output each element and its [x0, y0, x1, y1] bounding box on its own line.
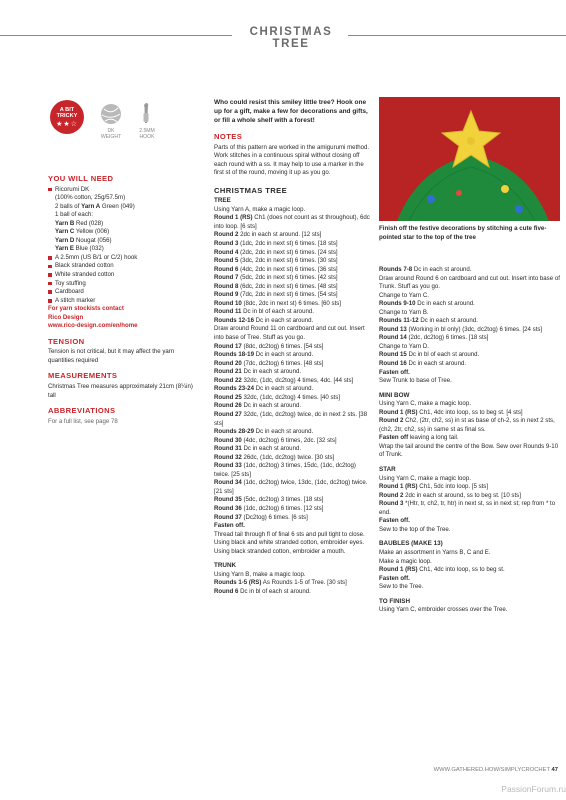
- measurements-text: Christmas Tree measures approximately 21cm (8¼in) tall: [48, 383, 193, 399]
- supply-item: Toy stuffing: [48, 280, 198, 289]
- pattern-column-1: [214, 98, 370, 596]
- instruction-line: Sew Trunk to base of Tree.: [379, 377, 452, 385]
- each-label: 1 ball of each:: [55, 211, 93, 219]
- instruction-line: Round 13 (Working in bl only) (3dc, dc2tog) 6 times. [24 sts]: [379, 325, 543, 333]
- instruction-line: Round 26 Dc in each st around.: [214, 402, 302, 410]
- yarn-item: Yarn C Yellow (006): [55, 228, 110, 236]
- abbreviations-heading: ABBREVIATIONS: [48, 406, 116, 416]
- pattern-title: CHRISTMAS TREE: [214, 185, 288, 195]
- rating-stars: ★★☆: [56, 120, 78, 128]
- pattern-info-icons: [48, 97, 168, 157]
- instruction-line: Wrap the tail around the centre of the Bow. Sew over Rounds 9-10 of Trunk.: [379, 442, 559, 459]
- yarn-a-line: 2 balls of Yarn A Green (049): [55, 202, 135, 210]
- page-number: 47: [551, 767, 558, 773]
- instruction-line: Round 33 (1dc, dc2tog) 3 times, 15dc, (1dc, dc2tog) twice. [25 sts]: [214, 462, 356, 478]
- instruction-line: Using Yarn C, embroider crosses over the Tree.: [379, 606, 508, 614]
- materials-column: [48, 168, 198, 426]
- tree-photo: [379, 97, 560, 221]
- instruction-line: Round 31 Dc in each st around.: [214, 445, 302, 453]
- instruction-line: Sew to the Tree.: [379, 583, 424, 591]
- instruction-line: Make a magic loop.: [379, 557, 432, 565]
- measurements-heading: MEASUREMENTS: [48, 371, 118, 381]
- instruction-line: Round 1 (RS) Ch1 (does not count as st throughout), 6dc into loop. [6 sts]: [214, 214, 370, 230]
- instruction-line: Thread tail through fl of final 6 sts and pull tight to close.: [214, 530, 365, 538]
- stockists-line: For yarn stockists contact: [48, 305, 124, 313]
- header-rule-left: [0, 35, 232, 36]
- supply-item: A stitch marker: [48, 297, 198, 306]
- instruction-line: Round 20 (7dc, dc2tog) 6 times. [48 sts]: [214, 359, 324, 367]
- instruction-line: Round 5 (3dc, 2dc in next st) 6 times. [30 sts]: [214, 257, 338, 265]
- christmas-tree-photo-image: [379, 97, 560, 221]
- supplies-list: [48, 254, 198, 305]
- instruction-line: Rounds 9-10 Dc in each st around.: [379, 300, 475, 308]
- instruction-line: Using Yarn C, make a magic loop.: [379, 474, 471, 482]
- instruction-line: Round 1 (RS) Ch1, 4dc into loop, ss to beg st. [4 sts]: [379, 408, 523, 416]
- intro-text: Who could resist this smiley little tree? Hook one up for a gift, make a few for decorations and gifts, or fill a whole shelf with a forest!: [214, 99, 368, 124]
- instruction-line: Rounds 18-19 Dc in each st around.: [214, 351, 314, 359]
- instruction-line: Round 15 Dc in bl of each st around.: [379, 351, 480, 359]
- instruction-line: Using Yarn C, make a magic loop.: [379, 400, 471, 408]
- difficulty-badge: [50, 100, 84, 134]
- photo-caption: Finish off the festive decorations by stitching a cute five-pointed star to the top of the tree: [379, 225, 547, 241]
- mini-bow-instructions: [379, 400, 560, 460]
- instruction-line: Draw around Round 6 on cardboard and cut out. Insert into base of Trunk. Stuff as you go.: [379, 274, 560, 291]
- instruction-line: Round 2 2dc in each st around, ss to beg st. [10 sts]: [379, 491, 521, 499]
- notes-heading: NOTES: [214, 132, 243, 141]
- stockists-link[interactable]: www.rico-design.com/en/home: [48, 322, 138, 330]
- instruction-line: Round 21 Dc in each st around.: [214, 368, 302, 376]
- supply-item: White stranded cotton: [48, 271, 198, 280]
- instruction-line: Round 9 (7dc, 2dc in next st) 6 times. [54 sts]: [214, 291, 338, 299]
- tension-text: Tension is not critical, but it may affect the yarn quantities required: [48, 348, 175, 364]
- abbreviations-text: For a full list, see page 78: [48, 417, 118, 425]
- finish-heading: TO FINISH: [379, 597, 411, 605]
- instruction-line: Round 6 Dc in bl of each st around.: [214, 587, 311, 595]
- header-rule-right: [348, 35, 566, 36]
- tree-heading: TREE: [214, 197, 231, 205]
- instruction-line: Round 11 Dc in bl of each st around.: [214, 308, 314, 316]
- instruction-line: Sew to the top of the Tree.: [379, 525, 451, 533]
- instruction-line: Round 3 *(Htr, tr, ch2, tr, htr) in next st, ss in next st; rep from * to end.: [379, 500, 556, 516]
- stockists-brand: Rico Design: [48, 313, 84, 321]
- instruction-line: Change to Yarn C.: [379, 291, 429, 299]
- pattern-column-2: [379, 266, 560, 615]
- instruction-line: Round 6 (4dc, 2dc in next st) 6 times. [36 sts]: [214, 265, 338, 273]
- instruction-line: Round 7 (5dc, 2dc in next st) 6 times. [42 sts]: [214, 274, 338, 282]
- baubles-instructions: [379, 549, 560, 592]
- yarn-list: [48, 220, 198, 254]
- instruction-line: Make an assortment in Yarns B, C and E.: [379, 548, 491, 556]
- instruction-line: Round 14 (2dc, dc2tog) 6 times. [18 sts]: [379, 334, 489, 342]
- instruction-line: Using black and white stranded cotton, embroider eyes. Using black stranded cotton, embroider a mouth.: [214, 539, 365, 555]
- instruction-line: Round 35 (5dc, dc2tog) 3 times. [18 sts]: [214, 496, 324, 504]
- instruction-line: Draw around Round 11 on cardboard and cut out. Insert into base of Tree. Stuff as you go.: [214, 325, 365, 342]
- instruction-line: Round 22 32dc, (1dc, dc2tog) 4 times, 4dc. [44 sts]: [214, 376, 354, 384]
- instruction-line: Change to Yarn B.: [379, 308, 429, 316]
- tree-instructions: [214, 206, 370, 556]
- instruction-line: Change to Yarn D.: [379, 342, 429, 350]
- instruction-line: Using Yarn B, make a magic loop.: [214, 570, 306, 578]
- instruction-line: Fasten off.: [379, 574, 410, 582]
- instruction-line: Round 27 32dc, (1dc, dc2tog) twice, dc in next 2 sts. [38 sts]: [214, 410, 368, 427]
- footer-url[interactable]: WWW.GATHERED.HOW/SIMPLYCROCHET: [433, 767, 550, 773]
- instruction-line: Rounds 1-5 (RS) As Rounds 1-5 of Tree. [30 sts]: [214, 579, 347, 587]
- supply-item: Cardboard: [48, 288, 198, 297]
- instruction-line: Round 2 2dc in each st around. [12 sts]: [214, 231, 322, 239]
- baubles-heading: BAUBLES (MAKE 13): [379, 540, 443, 548]
- instruction-line: Fasten off leaving a long tail.: [379, 434, 459, 442]
- instruction-line: Round 1 (RS) Ch1, 5dc into loop. [5 sts]: [379, 483, 489, 491]
- finish-instructions: [379, 606, 560, 615]
- mini-bow-heading: MINI BOW: [379, 391, 410, 399]
- instruction-line: Round 3 (1dc, 2dc in next st) 6 times. [18 sts]: [214, 240, 338, 248]
- instruction-line: Round 17 (8dc, dc2tog) 6 times. [54 sts]: [214, 342, 324, 350]
- page-footer: [418, 767, 558, 773]
- instruction-line: Fasten off.: [214, 522, 245, 530]
- yarn-weight-label: DK WEIGHT: [100, 128, 122, 141]
- instruction-line: Round 34 (1dc, dc2tog) twice, 13dc, (1dc, dc2tog) twice. [21 sts]: [214, 479, 368, 495]
- supply-item: Black stranded cotton: [48, 262, 198, 271]
- page-title: CHRISTMAS TREE: [249, 26, 333, 50]
- watermark: PassionForum.ru: [501, 784, 566, 794]
- trunk-heading: TRUNK: [214, 562, 237, 570]
- instruction-line: Round 25 32dc, (1dc, dc2tog) 4 times. [40 sts]: [214, 393, 340, 401]
- notes-text: Parts of this pattern are worked in the amigurumi method. Work stitches in a continuous spiral without closing off each round with a ss. It may help to use a marker in the first st of the round, moving it up as you go.: [214, 143, 370, 177]
- instruction-line: Rounds 11-12 Dc in each st around.: [379, 317, 478, 325]
- badge-line-2: TRICKY: [56, 113, 78, 120]
- trunk-instructions: [214, 571, 370, 597]
- you-will-need-heading: YOU WILL NEED: [48, 174, 114, 183]
- hook-size-label: 2.5MM HOOK: [139, 128, 155, 141]
- instruction-line: Round 30 (4dc, dc2tog) 6 times, 2dc. [32 sts]: [214, 436, 337, 444]
- yarn-item: Yarn D Nougat (056): [55, 236, 112, 244]
- instruction-line: Rounds 12-16 Dc in each st around.: [214, 316, 314, 324]
- instruction-line: Round 10 (8dc, 2dc in next st) 6 times. [60 sts]: [214, 299, 341, 307]
- instruction-line: Fasten off.: [379, 517, 410, 525]
- instruction-line: Round 16 Dc in each st around.: [379, 360, 467, 368]
- instruction-line: Round 8 (6dc, 2dc in next st) 6 times. [48 sts]: [214, 282, 338, 290]
- yarn-ball-icon: [100, 103, 122, 125]
- yarn-item: Yarn B Red (028): [55, 219, 104, 227]
- instruction-line: Rounds 23-24 Dc in each st around.: [214, 385, 314, 393]
- instruction-line: Rounds 7-8 Dc in each st around.: [379, 266, 472, 273]
- instruction-line: Using Yarn A, make a magic loop.: [214, 205, 306, 213]
- trunk-instructions-continued: [379, 266, 560, 386]
- star-heading: STAR: [379, 466, 396, 474]
- instruction-line: Round 2 Ch2, (2tr, ch2, ss) in st as base of ch-2, ss in next 2 sts, (ch2, 2tr, ch2, ss) in same st as final ss.: [379, 417, 555, 433]
- supply-item: A 2.5mm (US B/1 or C/2) hook: [48, 254, 198, 263]
- yarn-spec: (100% cotton, 25g/57.5m): [55, 194, 126, 202]
- badge-line-1: A BIT: [59, 107, 75, 113]
- crochet-hook-icon: [140, 101, 152, 125]
- star-instructions: [379, 475, 560, 535]
- yarn-brand: Ricorumi DK: [48, 186, 198, 195]
- instruction-line: Round 4 (2dc, 2dc in next st) 6 times. [24 sts]: [214, 248, 338, 256]
- instruction-line: Round 37 (Dc2tog) 6 times. [6 sts]: [214, 513, 308, 521]
- instruction-line: Round 1 (RS) Ch1, 4dc into loop, ss to beg st.: [379, 566, 505, 574]
- instruction-line: Round 36 (1dc, dc2tog) 6 times. [12 sts]: [214, 504, 324, 512]
- instruction-line: Round 32 26dc, (1dc, dc2tog) twice. [30 sts]: [214, 453, 335, 461]
- instruction-line: Fasten off.: [379, 368, 410, 376]
- yarn-item: Yarn E Blue (032): [55, 245, 104, 253]
- instruction-line: Rounds 28-29 Dc in each st around.: [214, 428, 314, 436]
- tension-heading: TENSION: [48, 336, 85, 346]
